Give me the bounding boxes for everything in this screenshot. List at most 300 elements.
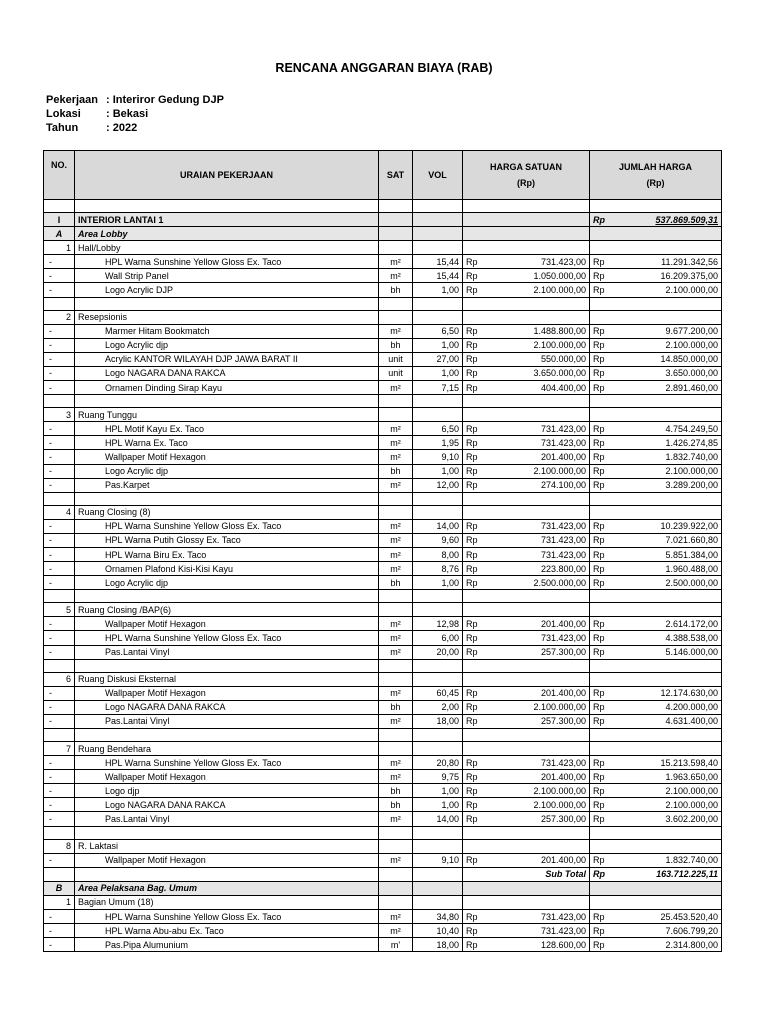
item-unit: bh — [379, 283, 413, 297]
header-jumlah-harga-label: JUMLAH HARGA — [619, 162, 692, 172]
item-volume: 8,00 — [413, 547, 463, 561]
item-unit-price — [463, 924, 590, 938]
table-row — [44, 938, 722, 952]
currency-label: Rp — [466, 647, 478, 658]
item-total-price — [590, 562, 722, 576]
item-dash: - — [44, 686, 75, 700]
item-volume: 1,00 — [413, 576, 463, 590]
item-unit: m² — [379, 450, 413, 464]
table-row — [44, 924, 722, 938]
header-no: NO. — [44, 151, 75, 200]
spacer-row — [44, 492, 722, 505]
header-sat: SAT — [379, 151, 413, 200]
item-description: HPL Warna Biru Ex. Taco — [75, 547, 379, 561]
table-row — [44, 338, 722, 352]
item-dash: - — [44, 576, 75, 590]
item-total-price — [590, 576, 722, 590]
item-description: HPL Warna Ex. Taco — [75, 436, 379, 450]
currency-label: Rp — [593, 911, 605, 922]
group-row — [44, 241, 722, 255]
item-unit: bh — [379, 464, 413, 478]
currency-label: Rp — [466, 855, 478, 866]
spacer-row — [44, 659, 722, 672]
currency-label: Rp — [593, 771, 605, 782]
item-volume: 6,50 — [413, 324, 463, 338]
item-unit-price — [463, 714, 590, 728]
table-row — [44, 547, 722, 561]
item-unit-price — [463, 338, 590, 352]
item-unit-price — [463, 324, 590, 338]
item-description: HPL Warna Sunshine Yellow Gloss Ex. Taco — [75, 756, 379, 770]
section-row — [44, 213, 722, 227]
item-total-price — [590, 533, 722, 547]
table-row — [44, 645, 722, 659]
unit-price-value: 201.400,00 — [540, 688, 586, 699]
spacer-row — [44, 590, 722, 603]
item-total-price — [590, 352, 722, 366]
unit-price-value: 731.423,00 — [540, 549, 586, 560]
item-dash: - — [44, 381, 75, 395]
table-row — [44, 714, 722, 728]
item-volume: 12,00 — [413, 478, 463, 492]
item-dash: - — [44, 924, 75, 938]
table-row — [44, 478, 722, 492]
item-volume: 15,44 — [413, 269, 463, 283]
unit-price-value: 3.650.000,00 — [533, 368, 586, 379]
currency-label: Rp — [593, 925, 605, 936]
currency-label: Rp — [593, 521, 605, 532]
item-dash: - — [44, 770, 75, 784]
header-harga-satuan — [463, 151, 590, 200]
item-description: Wallpaper Motif Hexagon — [75, 450, 379, 464]
meta-label: Tahun — [46, 122, 79, 134]
item-volume: 8,76 — [413, 562, 463, 576]
spacer-row — [44, 729, 722, 742]
currency-label: Rp — [593, 480, 605, 491]
currency-label: Rp — [593, 451, 605, 462]
item-unit-price — [463, 784, 590, 798]
currency-label: Rp — [593, 437, 605, 448]
item-volume: 60,45 — [413, 686, 463, 700]
item-unit-price — [463, 617, 590, 631]
subtotal-row — [44, 867, 722, 881]
total-price-value: 1.426.274,85 — [665, 437, 718, 448]
total-price-value: 3.602.200,00 — [665, 814, 718, 825]
item-unit: bh — [379, 576, 413, 590]
group-no: 5 — [44, 603, 75, 617]
group-title: Ruang Bendehara — [75, 742, 379, 756]
section-total — [590, 213, 722, 227]
total-price-value: 7.021.660,80 — [665, 535, 718, 546]
currency-label: Rp — [466, 757, 478, 768]
item-unit: m² — [379, 714, 413, 728]
item-dash: - — [44, 700, 75, 714]
item-unit: m² — [379, 924, 413, 938]
unit-price-value: 550.000,00 — [540, 354, 586, 365]
currency-label: Rp — [593, 939, 605, 950]
item-dash: - — [44, 338, 75, 352]
currency-label: Rp — [466, 688, 478, 699]
currency-label: Rp — [593, 647, 605, 658]
unit-price-value: 2.100.000,00 — [533, 799, 586, 810]
item-total-price — [590, 366, 722, 380]
section-no: I — [44, 213, 75, 227]
currency-label: Rp — [593, 618, 605, 629]
currency-label: Rp — [593, 466, 605, 477]
currency-label: Rp — [593, 340, 605, 351]
item-unit: m² — [379, 547, 413, 561]
item-unit: m² — [379, 853, 413, 867]
group-row — [44, 505, 722, 519]
item-total-price — [590, 910, 722, 924]
item-unit-price — [463, 478, 590, 492]
item-total-price — [590, 269, 722, 283]
total-price-value: 9.677.200,00 — [665, 326, 718, 337]
item-total-price — [590, 436, 722, 450]
item-description: Logo NAGARA DANA RAKCA — [75, 366, 379, 380]
table-row — [44, 269, 722, 283]
item-volume: 18,00 — [413, 714, 463, 728]
total-price-value: 4.631.400,00 — [665, 716, 718, 727]
unit-price-value: 731.423,00 — [540, 535, 586, 546]
group-row — [44, 742, 722, 756]
currency-label: Rp — [593, 549, 605, 560]
item-volume: 14,00 — [413, 812, 463, 826]
item-unit: m² — [379, 562, 413, 576]
item-dash: - — [44, 547, 75, 561]
group-title: Ruang Tunggu — [75, 408, 379, 422]
item-description: Pas.Pipa Alumunium — [75, 938, 379, 952]
item-unit-price — [463, 366, 590, 380]
table-row — [44, 283, 722, 297]
spacer-row — [44, 200, 722, 213]
total-price-value: 4.388.538,00 — [665, 632, 718, 643]
item-dash: - — [44, 519, 75, 533]
item-dash: - — [44, 478, 75, 492]
item-dash: - — [44, 853, 75, 867]
currency-label: Rp — [593, 256, 605, 267]
total-price-value: 2.891.460,00 — [665, 382, 718, 393]
header-jumlah-harga-unit: (Rp) — [646, 178, 665, 188]
area-no: B — [44, 881, 75, 895]
item-unit: unit — [379, 352, 413, 366]
unit-price-value: 2.500.000,00 — [533, 577, 586, 588]
item-total-price — [590, 283, 722, 297]
group-no: 1 — [44, 241, 75, 255]
currency-label: Rp — [466, 466, 478, 477]
item-unit: m² — [379, 812, 413, 826]
item-unit: bh — [379, 700, 413, 714]
item-dash: - — [44, 910, 75, 924]
total-price-value: 25.453.520,40 — [660, 911, 718, 922]
item-unit-price — [463, 464, 590, 478]
item-dash: - — [44, 714, 75, 728]
item-total-price — [590, 631, 722, 645]
item-volume: 27,00 — [413, 352, 463, 366]
item-description: Logo djp — [75, 784, 379, 798]
item-volume: 1,00 — [413, 338, 463, 352]
total-price-value: 3.289.200,00 — [665, 480, 718, 491]
section-title: INTERIOR LANTAI 1 — [75, 213, 379, 227]
item-description: Marmer Hitam Bookmatch — [75, 324, 379, 338]
item-description: Wallpaper Motif Hexagon — [75, 770, 379, 784]
currency-label: Rp — [466, 632, 478, 643]
currency-label: Rp — [593, 702, 605, 713]
currency-label: Rp — [466, 716, 478, 727]
item-unit-price — [463, 576, 590, 590]
unit-price-value: 1.488.800,00 — [533, 326, 586, 337]
currency-label: Rp — [593, 270, 605, 281]
currency-label: Rp — [466, 521, 478, 532]
item-volume: 18,00 — [413, 938, 463, 952]
item-description: Wall Strip Panel — [75, 269, 379, 283]
currency-label: Rp — [466, 702, 478, 713]
item-volume: 12,98 — [413, 617, 463, 631]
item-dash: - — [44, 450, 75, 464]
table-row — [44, 533, 722, 547]
item-volume: 6,50 — [413, 422, 463, 436]
total-price-value: 7.606.799,20 — [665, 925, 718, 936]
item-unit: m² — [379, 436, 413, 450]
currency-label: Rp — [466, 799, 478, 810]
item-unit: m² — [379, 686, 413, 700]
item-unit: m² — [379, 255, 413, 269]
total-price-value: 5.851.384,00 — [665, 549, 718, 560]
item-volume: 20,00 — [413, 645, 463, 659]
currency-label: Rp — [593, 785, 605, 796]
item-unit-price — [463, 938, 590, 952]
item-volume: 20,80 — [413, 756, 463, 770]
group-no: 2 — [44, 310, 75, 324]
unit-price-value: 404.400,00 — [540, 382, 586, 393]
item-unit-price — [463, 533, 590, 547]
group-row — [44, 839, 722, 853]
table-row — [44, 700, 722, 714]
rab-table — [43, 150, 722, 952]
table-row — [44, 436, 722, 450]
item-unit: m² — [379, 533, 413, 547]
unit-price-value: 201.400,00 — [540, 451, 586, 462]
table-body — [44, 200, 722, 952]
item-description: HPL Warna Sunshine Yellow Gloss Ex. Taco — [75, 255, 379, 269]
item-volume: 9,75 — [413, 770, 463, 784]
section-total-value: 537.869.509,31 — [655, 214, 718, 225]
item-unit-price — [463, 631, 590, 645]
currency-label: Rp — [466, 354, 478, 365]
table-row — [44, 631, 722, 645]
total-price-value: 4.200.000,00 — [665, 702, 718, 713]
unit-price-value: 2.100.000,00 — [533, 702, 586, 713]
item-total-price — [590, 324, 722, 338]
unit-price-value: 128.600,00 — [540, 939, 586, 950]
group-no: 7 — [44, 742, 75, 756]
item-total-price — [590, 770, 722, 784]
item-total-price — [590, 519, 722, 533]
item-unit-price — [463, 562, 590, 576]
item-description: Acrylic KANTOR WILAYAH DJP JAWA BARAT II — [75, 352, 379, 366]
currency-label: Rp — [466, 911, 478, 922]
item-dash: - — [44, 617, 75, 631]
unit-price-value: 2.100.000,00 — [533, 785, 586, 796]
group-row — [44, 310, 722, 324]
currency-label: Rp — [593, 869, 605, 880]
item-unit-price — [463, 269, 590, 283]
item-dash: - — [44, 422, 75, 436]
total-price-value: 2.100.000,00 — [665, 799, 718, 810]
item-unit-price — [463, 436, 590, 450]
group-row — [44, 672, 722, 686]
currency-label: Rp — [593, 535, 605, 546]
item-description: Logo NAGARA DANA RAKCA — [75, 700, 379, 714]
item-volume: 9,10 — [413, 450, 463, 464]
item-volume: 7,15 — [413, 381, 463, 395]
item-unit: m² — [379, 478, 413, 492]
group-title: R. Laktasi — [75, 839, 379, 853]
item-total-price — [590, 686, 722, 700]
item-unit: bh — [379, 798, 413, 812]
item-total-price — [590, 547, 722, 561]
currency-label: Rp — [466, 256, 478, 267]
item-total-price — [590, 938, 722, 952]
currency-label: Rp — [593, 716, 605, 727]
total-price-value: 1.960.488,00 — [665, 563, 718, 574]
area-no: A — [44, 227, 75, 241]
table-row — [44, 812, 722, 826]
item-volume: 1,00 — [413, 798, 463, 812]
area-title: Area Pelaksana Bag. Umum — [75, 881, 379, 895]
item-description: Logo Acrylic djp — [75, 576, 379, 590]
unit-price-value: 201.400,00 — [540, 771, 586, 782]
currency-label: Rp — [466, 939, 478, 950]
table-row — [44, 686, 722, 700]
item-volume: 15,44 — [413, 255, 463, 269]
unit-price-value: 2.100.000,00 — [533, 340, 586, 351]
item-unit-price — [463, 519, 590, 533]
table-row — [44, 756, 722, 770]
item-volume: 1,00 — [413, 366, 463, 380]
currency-label: Rp — [593, 382, 605, 393]
item-volume: 14,00 — [413, 519, 463, 533]
currency-label: Rp — [593, 757, 605, 768]
currency-label: Rp — [466, 382, 478, 393]
currency-label: Rp — [593, 577, 605, 588]
unit-price-value: 2.100.000,00 — [533, 285, 586, 296]
table-row — [44, 770, 722, 784]
total-price-value: 2.100.000,00 — [665, 466, 718, 477]
item-description: HPL Warna Putih Glossy Ex. Taco — [75, 533, 379, 547]
item-dash: - — [44, 631, 75, 645]
total-price-value: 2.614.172,00 — [665, 618, 718, 629]
total-price-value: 2.100.000,00 — [665, 340, 718, 351]
table-row — [44, 422, 722, 436]
item-description: Wallpaper Motif Hexagon — [75, 686, 379, 700]
item-total-price — [590, 812, 722, 826]
table-row — [44, 798, 722, 812]
meta-label: Pekerjaan — [46, 94, 98, 106]
group-no: 8 — [44, 839, 75, 853]
item-total-price — [590, 478, 722, 492]
item-dash: - — [44, 255, 75, 269]
group-no: 1 — [44, 895, 75, 909]
item-description: HPL Warna Abu-abu Ex. Taco — [75, 924, 379, 938]
item-unit: m² — [379, 910, 413, 924]
subtotal-label: Sub Total — [463, 867, 590, 881]
area-row — [44, 227, 722, 241]
group-title: Resepsionis — [75, 310, 379, 324]
unit-price-value: 731.423,00 — [540, 757, 586, 768]
item-total-price — [590, 464, 722, 478]
item-total-price — [590, 255, 722, 269]
item-description: Pas.Lantai Vinyl — [75, 714, 379, 728]
item-total-price — [590, 784, 722, 798]
header-vol: VOL — [413, 151, 463, 200]
item-volume: 1,00 — [413, 283, 463, 297]
item-total-price — [590, 853, 722, 867]
item-description: Wallpaper Motif Hexagon — [75, 853, 379, 867]
table-row — [44, 519, 722, 533]
total-price-value: 1.832.740,00 — [665, 855, 718, 866]
item-volume: 9,60 — [413, 533, 463, 547]
item-volume: 1,00 — [413, 784, 463, 798]
item-unit-price — [463, 770, 590, 784]
item-dash: - — [44, 645, 75, 659]
meta-value: : Interiror Gedung DJP — [106, 94, 224, 106]
currency-label: Rp — [466, 270, 478, 281]
item-description: HPL Motif Kayu Ex. Taco — [75, 422, 379, 436]
group-title: Ruang Diskusi Eksternal — [75, 672, 379, 686]
item-dash: - — [44, 436, 75, 450]
unit-price-value: 257.300,00 — [540, 716, 586, 727]
total-price-value: 5.146.000,00 — [665, 647, 718, 658]
table-row — [44, 352, 722, 366]
item-unit-price — [463, 422, 590, 436]
item-total-price — [590, 700, 722, 714]
spacer-row — [44, 826, 722, 839]
item-unit: bh — [379, 784, 413, 798]
item-unit-price — [463, 381, 590, 395]
item-unit: m² — [379, 631, 413, 645]
header-harga-satuan-label: HARGA SATUAN — [490, 162, 562, 172]
item-total-price — [590, 422, 722, 436]
currency-label: Rp — [466, 368, 478, 379]
table-row — [44, 464, 722, 478]
header-harga-satuan-unit: (Rp) — [517, 178, 535, 188]
currency-label: Rp — [593, 354, 605, 365]
item-dash: - — [44, 938, 75, 952]
item-unit-price — [463, 798, 590, 812]
item-unit-price — [463, 700, 590, 714]
table-row — [44, 910, 722, 924]
total-price-value: 2.500.000,00 — [665, 577, 718, 588]
item-total-price — [590, 714, 722, 728]
currency-label: Rp — [593, 563, 605, 574]
total-price-value: 1.832.740,00 — [665, 451, 718, 462]
item-unit: m² — [379, 324, 413, 338]
unit-price-value: 731.423,00 — [540, 437, 586, 448]
header-uraian: URAIAN PEKERJAAN — [75, 151, 379, 200]
item-description: Ornamen Dinding Sirap Kayu — [75, 381, 379, 395]
item-total-price — [590, 924, 722, 938]
item-unit: m² — [379, 770, 413, 784]
item-unit-price — [463, 756, 590, 770]
item-description: Pas.Lantai Vinyl — [75, 812, 379, 826]
group-no: 6 — [44, 672, 75, 686]
item-unit-price — [463, 686, 590, 700]
item-description: Logo Acrylic DJP — [75, 283, 379, 297]
item-dash: - — [44, 283, 75, 297]
item-unit-price — [463, 450, 590, 464]
unit-price-value: 1.050.000,00 — [533, 270, 586, 281]
